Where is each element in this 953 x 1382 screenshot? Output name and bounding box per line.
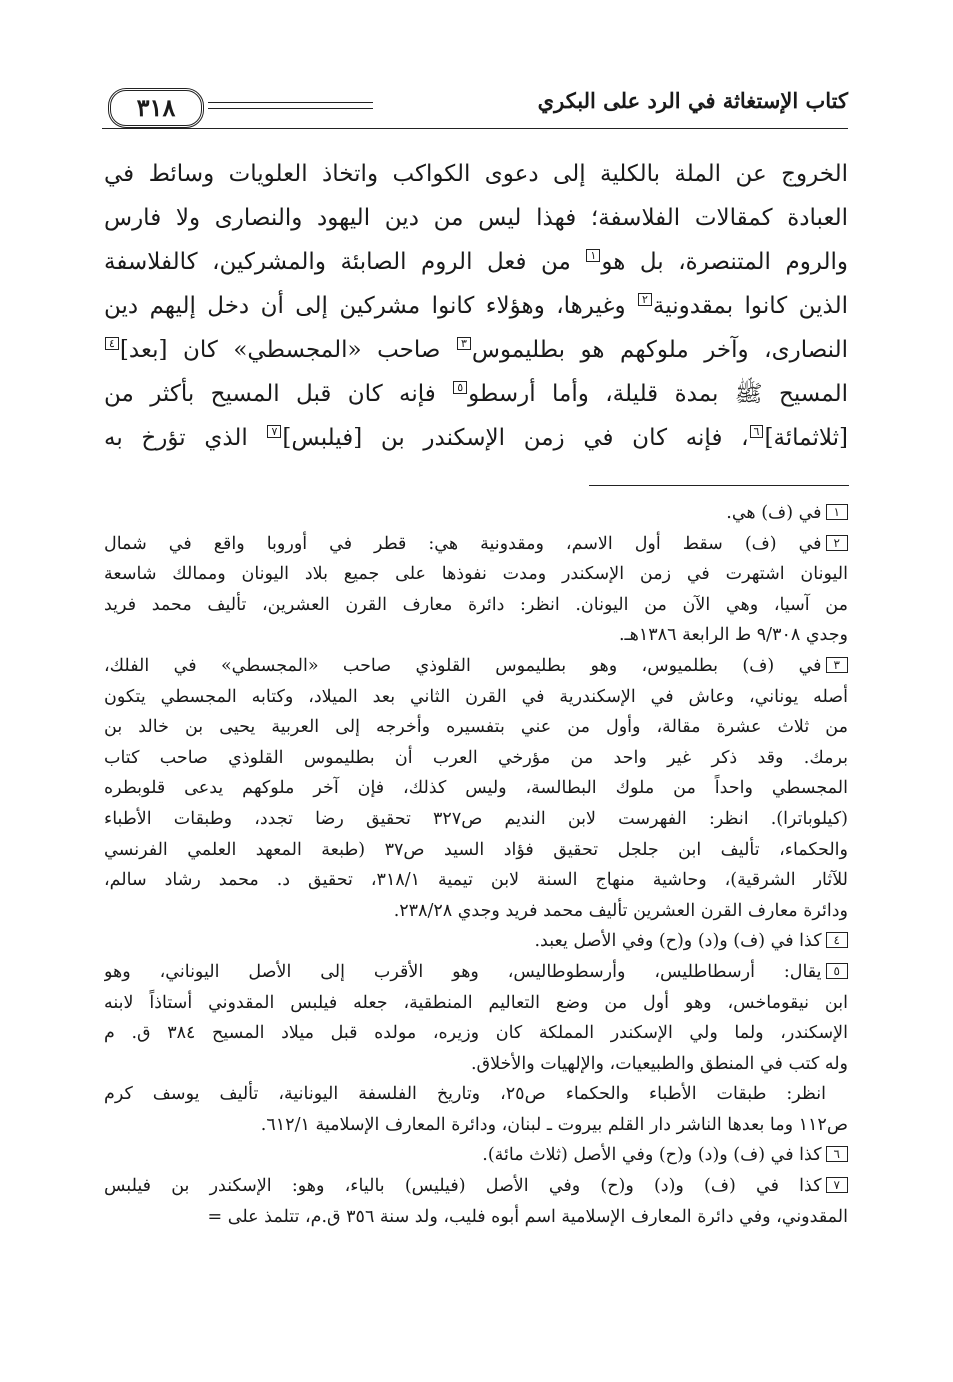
footnote-line: [104, 773, 848, 804]
main-text-segment: وغيرها، وهؤلاء كانوا مشركين إلى أن دخل إليهم دين: [104, 293, 637, 319]
footnote-line: [104, 804, 848, 835]
main-text-segment: من فعل الروم الصابئة والمشركين، كالفلاسفة: [104, 249, 586, 275]
footnote-text: في (ف) هي.: [726, 503, 822, 523]
footnote-line: [104, 529, 848, 560]
footnote-text: المجسطي واحداً من ملوك البطالسة، وليس كذلك، فإن آخر ملوكهم يدعى قلوبطره: [104, 778, 848, 799]
main-text-line: [104, 152, 848, 196]
main-text-segment: ، فإنه كان في زمن الإسكندر بن [فيلبس]: [282, 425, 749, 451]
footnote-text: كذا في (ف) و(د) و(ح) وفي الأصل يعبد.: [534, 931, 822, 952]
footnote-line: [104, 559, 848, 590]
footnote-ref: ٥: [453, 381, 467, 394]
footnote-text: المقدوني، وفي دائرة المعارف الإسلامية اسم أبوه فليب، ولد سنة ٣٥٦ ق.م، تتلمذ على =: [207, 1206, 848, 1227]
footnote-text: وله كتب في المنطق والطبيعيات، والإلهيات والأخلاق.: [470, 1053, 848, 1074]
main-text-segment: والروم المتنصرة، بل هو: [601, 249, 848, 275]
footnote-line: [104, 498, 848, 529]
main-text-segment: النصارى، وآخر ملوكهم هو بطليموس: [471, 337, 848, 363]
footnote-separator: [589, 485, 849, 486]
footnote-text: برمك. وقد ذكر غير واحد من مؤرخي العرب أن بطليموس القلوذي صاحب كتاب: [104, 747, 848, 768]
footnote-text: الإسكندر، ولما ولي الإسكندر المملكة كان وزيره، مولده قبل ميلاد المسيح ٣٨٤ ق. م: [104, 1023, 848, 1044]
footnote-ref: ١: [586, 249, 600, 262]
footnote-text: يقال: أرسطاطليس، وأرسطوطاليس، وهو الأقرب إلى الأصل اليوناني، وهو: [104, 961, 822, 982]
footnote-number: ٦: [826, 1146, 848, 1162]
footnote-line: [104, 835, 848, 866]
footnote-text: في (ف) سقط أول الاسم، ومقدونية هي: قطر في أوروبا واقع في شمال: [104, 533, 822, 554]
footnote-text: وجدي ٩/٣٠٨ ط الرابعة ١٣٨٦هـ.: [618, 625, 848, 646]
header-underline: [102, 128, 848, 129]
footnote-text: اليونان اشتهرت في زمن الإسكندر ومدت نفوذها على جميع بلاد اليونان وممالك شاسعة: [104, 564, 848, 585]
footnote-line: [104, 590, 848, 621]
footnote-line: [104, 865, 848, 896]
footnote-line: [104, 1202, 848, 1233]
footnotes: [104, 498, 848, 1232]
footnote-line: [104, 1049, 848, 1080]
footnote-text: والحكماء، تأليف ابن جلجل تحقيق فؤاد السيد ص٣٧ (طبعة المعهد العلمي الفرنسي: [104, 839, 848, 860]
footnote-line: [104, 988, 848, 1019]
main-text-line: [104, 240, 848, 284]
footnote-line: [104, 896, 848, 927]
main-text: [104, 152, 848, 460]
footnote-text: (كيلوباترا). انظر: الفهرست لابن النديم ص٣٢٧ تحقيق رضا تجدد، وطبقات الأطباء: [104, 808, 848, 829]
book-title: كتاب الإستغاثة في الرد على البكري: [537, 88, 848, 113]
main-text-segment: [ثلاثمائة]: [764, 425, 848, 451]
footnote-text: من آسيا، وهي الآن من اليونان. انظر: دائرة معارف القرن العشرين، تأليف محمد فريد: [104, 594, 848, 615]
footnote-line: [104, 1110, 848, 1141]
footnote-text: كذا في (ف) و(د) و(ح) وفي الأصل (فيليس) بالياء، وهو: الإسكندر بن فيلبس: [104, 1176, 822, 1197]
page-header: [104, 88, 848, 138]
footnote-ref: ٢: [638, 293, 652, 306]
footnote-line: [104, 926, 848, 957]
footnote-line: [104, 620, 848, 651]
footnote-line: [104, 682, 848, 713]
footnote-number: ٣: [826, 657, 848, 673]
footnote-ref: ٧: [267, 425, 281, 438]
footnote-text: أصله يوناني، وعاش في الإسكندرية في القرن الثاني بعد الميلاد، وكتابه المجسطي يتكون: [104, 686, 848, 707]
footnote-ref: ٦: [750, 425, 764, 438]
footnote-line: [104, 651, 848, 682]
main-text-segment: الذين كانوا بمقدونية: [652, 293, 848, 319]
header-rule: [208, 102, 373, 109]
main-text-segment: صاحب «المجسطي» كان [بعد]: [119, 337, 456, 363]
footnote-text: ابن نيقوماخس، وهو أول من وضع التعاليم المنطقية، جعله فيلبس المقدوني أستاذاً لابنه: [104, 992, 848, 1013]
footnote-text: من ثلاث عشرة مقالة، وأول من عني بتفسيره وأخرجه إلى العربية يحيى بن خالد بن: [104, 717, 848, 738]
main-text-segment: الخروج عن الملة بالكلية إلى دعوى الكواكب واتخاذ العلويات وسائط في: [104, 161, 848, 187]
footnote-text: كذا في (ف) و(د) و(ح) وفي الأصل (ثلاث مائة).: [482, 1145, 822, 1166]
footnote-number: ٢: [826, 535, 848, 551]
footnote-ref: ٣: [457, 337, 471, 350]
footnote-line: [104, 1018, 848, 1049]
main-text-line: [104, 416, 848, 460]
footnote-line: [104, 1140, 848, 1171]
footnote-line: [104, 1171, 848, 1202]
footnote-text: في (ف) بطلميوس، وهو بطليموس القلوذي صاحب «المجسطي» في الفلك،: [104, 655, 822, 676]
main-text-line: [104, 328, 848, 372]
footnote-text: للآثار الشرقية)، وحاشية منهاج السنة لابن تيمية ٣١٨/١، تحقيق د. محمد رشاد سالم،: [104, 870, 848, 891]
footnote-number: ٥: [826, 963, 848, 979]
footnote-number: ٤: [826, 932, 848, 948]
main-text-line: [104, 284, 848, 328]
footnote-number: ١: [826, 504, 848, 520]
footnote-text: ودائرة معارف القرن العشرين تأليف محمد فريد وجدي ٢٣٨/٢٨.: [393, 900, 848, 921]
main-text-segment: الذي تؤرخ به: [104, 425, 267, 451]
footnote-line: [104, 957, 848, 988]
main-text-line: [104, 196, 848, 240]
main-text-line: [104, 372, 848, 416]
footnote-line: [104, 712, 848, 743]
main-text-segment: المسيح ﷺ بمدة قليلة، وأما أرسطو: [468, 381, 848, 407]
footnote-text: ص١١٢ وما بعدها الناشر دار القلم بيروت ـ لبنان، ودائرة المعارف الإسلامية ٦١٢/١.: [260, 1114, 848, 1135]
page-number: ٣١٨: [108, 88, 204, 128]
footnote-line: [104, 743, 848, 774]
footnote-line: [104, 1079, 848, 1110]
main-text-segment: فإنه كان قبل المسيح بأكثر من: [104, 381, 453, 407]
footnote-ref: ٤: [105, 337, 119, 350]
footnote-text: انظر: طبقات الأطباء والحكماء ص٢٥، وتاريخ الفلسفة اليونانية، تأليف يوسف كرم: [104, 1084, 827, 1105]
main-text-segment: العبادة كمقالات الفلاسفة؛ فهذا ليس من دين اليهود والنصارى ولا فارس: [104, 205, 848, 231]
footnote-number: ٧: [826, 1177, 848, 1193]
